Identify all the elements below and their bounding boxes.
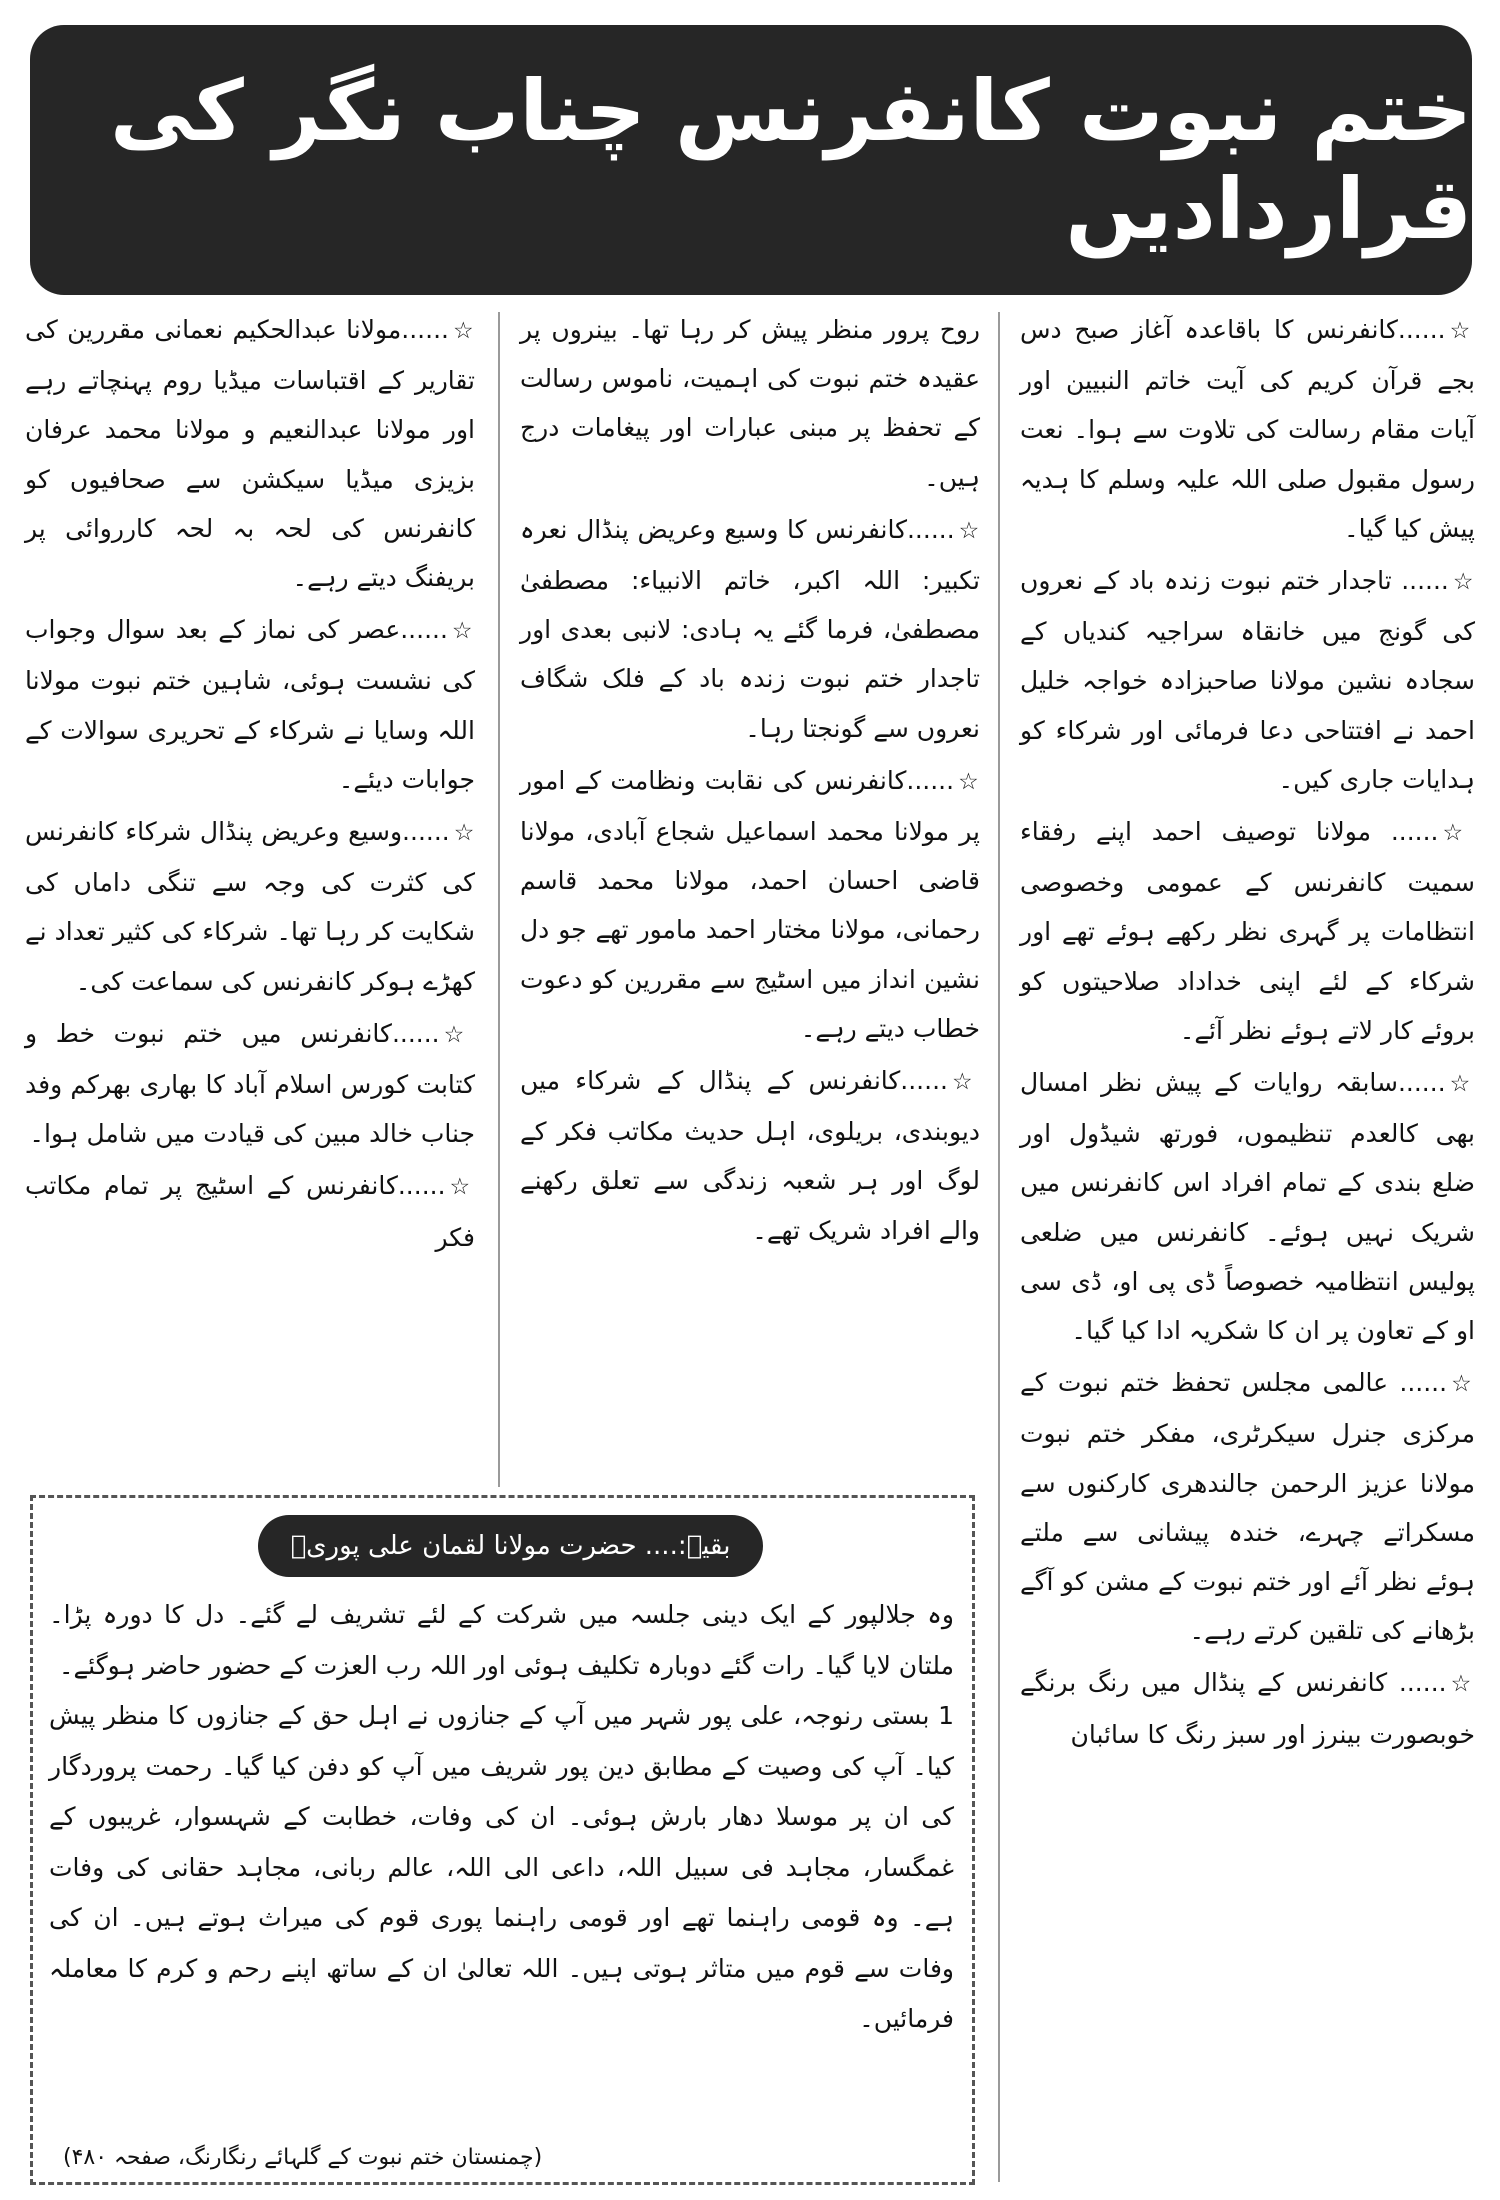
- continuation-heading: بقیہ:.... حضرت مولانا لقمان علی پوریؒ: [258, 1515, 763, 1577]
- star-icon: ☆: [1450, 1671, 1475, 1698]
- article-paragraph: ☆......کانفرنس کا وسیع وعریض پنڈال نعرہ تکبیر: اللہ اکبر، خاتم الانبیاء: مصطفیٰ مصطفیٰ، فرما گئے یہ ہادی: لانبی بعدی اور تاجدار ختم نبوت زندہ باد کے فلک شگاف نعروں سے گونجتا رہا۔: [520, 514, 980, 743]
- star-icon: ☆: [443, 1021, 475, 1048]
- star-icon: ☆: [452, 318, 475, 344]
- article-paragraph: ☆......مولانا عبدالحکیم نعمانی مقررین کی تقاریر کے اقتباسات میڈیا روم پہنچاتے رہے اور مولانا عبدالنعیم و مولانا محمد عرفان بزیزی میڈیا سیکشن سے صحافیوں کو کانفرنس کی لحہ بہ لحہ کارروائی پر بریفنگ دیتے رہے۔: [25, 315, 475, 593]
- page-title: ختم نبوت کانفرنس چناب نگر کی قراردادیں: [109, 62, 1472, 258]
- source-citation: (چمنستان ختم نبوت کے گلہائے رنگارنگ، صفحہ ۴۸۰): [63, 2145, 543, 2170]
- article-paragraph: ☆......کانفرنس کا باقاعدہ آغاز صبح دس بجے قرآن کریم کی آیت خاتم النبیین اور آیات مقام رسالت کی تلاوت سے ہوا۔ نعت رسول مقبول صلی اللہ علیہ وسلم کا ہدیہ پیش کیا گیا۔: [1020, 315, 1475, 543]
- continuation-paragraph: 1 بستی رنوجہ، علی پور شہر میں آپ کے جنازوں نے اہل حق کے جنازوں کا منظر پیش کیا۔ آپ کی وصیت کے مطابق دین پور شریف میں آپ کو دفن کیا گیا۔ رحمت پروردگار کی ان پر موسلا دھار بارش ہوئی۔ ان کی وفات، خطابت کے شہسوار، غریبوں کے غمگسار، مجاہد فی سبیل اللہ، داعی الی اللہ، عالم ربانی، مجاہد حقانی کی وفات ہے۔ وہ قومی راہنما تھے اور قومی راہنما پوری قوم کی میراث ہوتے ہیں۔ ان کی وفات سے قوم میں متاثر ہوتی ہیں۔ اللہ تعالیٰ ان کے ساتھ اپنے رحم و کرم کا معاملہ فرمائیں۔: [49, 1701, 954, 2033]
- star-icon: ☆: [958, 768, 980, 795]
- column-divider: [498, 312, 500, 1487]
- article-column-middle: [520, 305, 980, 1258]
- star-icon: ☆: [449, 1174, 475, 1201]
- star-icon: ☆: [451, 618, 475, 645]
- article-paragraph: ☆......کانفرنس کی نقابت ونظامت کے امور پر مولانا محمد اسماعیل شجاع آبادی، مولانا قاضی احسان احمد، مولانا محمد قاسم رحمانی، مولانا مختار احمد مامور تھے جو دل نشین انداز میں اسٹیج سے مقررین کو دعوت خطاب دیتے رہے۔: [520, 765, 980, 1043]
- article-paragraph: روح پرور منظر پیش کر رہا تھا۔ بینروں پر عقیدہ ختم نبوت کی اہمیت، ناموس رسالت کے تحفظ پر مبنی عبارات اور پیغامات درج ہیں۔: [520, 315, 980, 492]
- continuation-box: [30, 1495, 975, 2185]
- star-icon: ☆: [1451, 1371, 1476, 1398]
- article-paragraph: ☆...... تاجدار ختم نبوت زندہ باد کے نعروں کی گونج میں خانقاہ سراجیہ کندیاں کے سجادہ نشین مولانا صاحبزادہ خواجہ خلیل احمد نے افتتاحی دعا فرمائی اور شرکاء کو ہدایات جاری کیں۔: [1020, 566, 1475, 794]
- article-paragraph: ☆......وسیع وعریض پنڈال شرکاء کانفرنس کی کثرت کی وجہ سے تنگی داماں کی شکایت کر رہا تھا۔ شرکاء کی کثیر تعداد نے کھڑے ہوکر کانفرنس کی سماعت کی۔: [25, 817, 475, 996]
- continuation-text: [49, 1590, 954, 2045]
- star-icon: ☆: [1452, 569, 1475, 596]
- star-icon: ☆: [1449, 1071, 1475, 1098]
- article-column-left: [25, 305, 475, 1265]
- column-divider: [998, 312, 1000, 2182]
- article-paragraph: ☆......عصر کی نماز کے بعد سوال وجواب کی نشست ہوئی، شاہین ختم نبوت مولانا اللہ وسایا نے شرکاء کے تحریری سوالات کے جوابات دیئے۔: [25, 615, 475, 794]
- article-paragraph: ☆......سابقہ روایات کے پیش نظر امسال بھی کالعدم تنظیموں، فورتھ شیڈول اور ضلع بندی کے تمام افراد اس کانفرنس میں شریک نہیں ہوئے۔ کانفرنس میں ضلعی پولیس انتظامیہ خصوصاً ڈی پی او، ڈی سی او کے تعاون پر ان کا شکریہ ادا کیا گیا۔: [1020, 1068, 1475, 1346]
- star-icon: ☆: [453, 820, 475, 847]
- star-icon: ☆: [958, 517, 980, 544]
- article-paragraph: ☆......کانفرنس کے پنڈال کے شرکاء میں دیوبندی، بریلوی، اہل حدیث مکاتب فکر کے لوگ اور ہر شعبہ زندگی سے تعلق رکھنے والے افراد شریک تھے۔: [520, 1066, 981, 1245]
- article-paragraph: ☆...... عالمی مجلس تحفظ ختم نبوت کے مرکزی جنرل سیکرٹری، مفکر ختم نبوت مولانا عزیز الرحمن جالندھری کارکنوں سے مسکراتے چہرے، خندہ پیشانی سے ملتے ہوئے نظر آئے اور ختم نبوت کے مشن کو آگے بڑھانے کی تلقین کرتے رہے۔: [1020, 1368, 1476, 1646]
- article-paragraph: ☆...... مولانا توصیف احمد اپنے رفقاء سمیت کانفرنس کے عمومی وخصوصی انتظامات پر گہری نظر رکھے ہوئے تھے اور شرکاء کے لئے اپنی خداداد صلاحیتوں کو بروئے کار لاتے ہوئے نظر آئے۔: [1020, 817, 1475, 1045]
- continuation-paragraph: وہ جلالپور کے ایک دینی جلسہ میں شرکت کے لئے تشریف لے گئے۔ دل کا دورہ پڑا۔ ملتان لایا گیا۔ رات گئے دوبارہ تکلیف ہوئی اور اللہ رب العزت کے حضور حاضر ہوگئے۔: [49, 1600, 954, 1680]
- title-banner: [30, 25, 1472, 295]
- article-paragraph: ☆...... کانفرنس کے پنڈال میں رنگ برنگے خوبصورت بینرز اور سبز رنگ کا سائبان: [1020, 1668, 1475, 1749]
- star-icon: ☆: [951, 1069, 981, 1096]
- article-paragraph: ☆......کانفرنس کے اسٹیج پر تمام مکاتب فکر: [25, 1171, 475, 1252]
- article-column-right: [1020, 305, 1475, 1762]
- article-paragraph: ☆......کانفرنس میں ختم نبوت خط و کتابت کورس اسلام آباد کا بھاری بھرکم وفد جناب خالد مبین کی قیادت میں شامل ہوا۔: [25, 1018, 475, 1149]
- star-icon: ☆: [1442, 820, 1475, 847]
- star-icon: ☆: [1449, 318, 1475, 344]
